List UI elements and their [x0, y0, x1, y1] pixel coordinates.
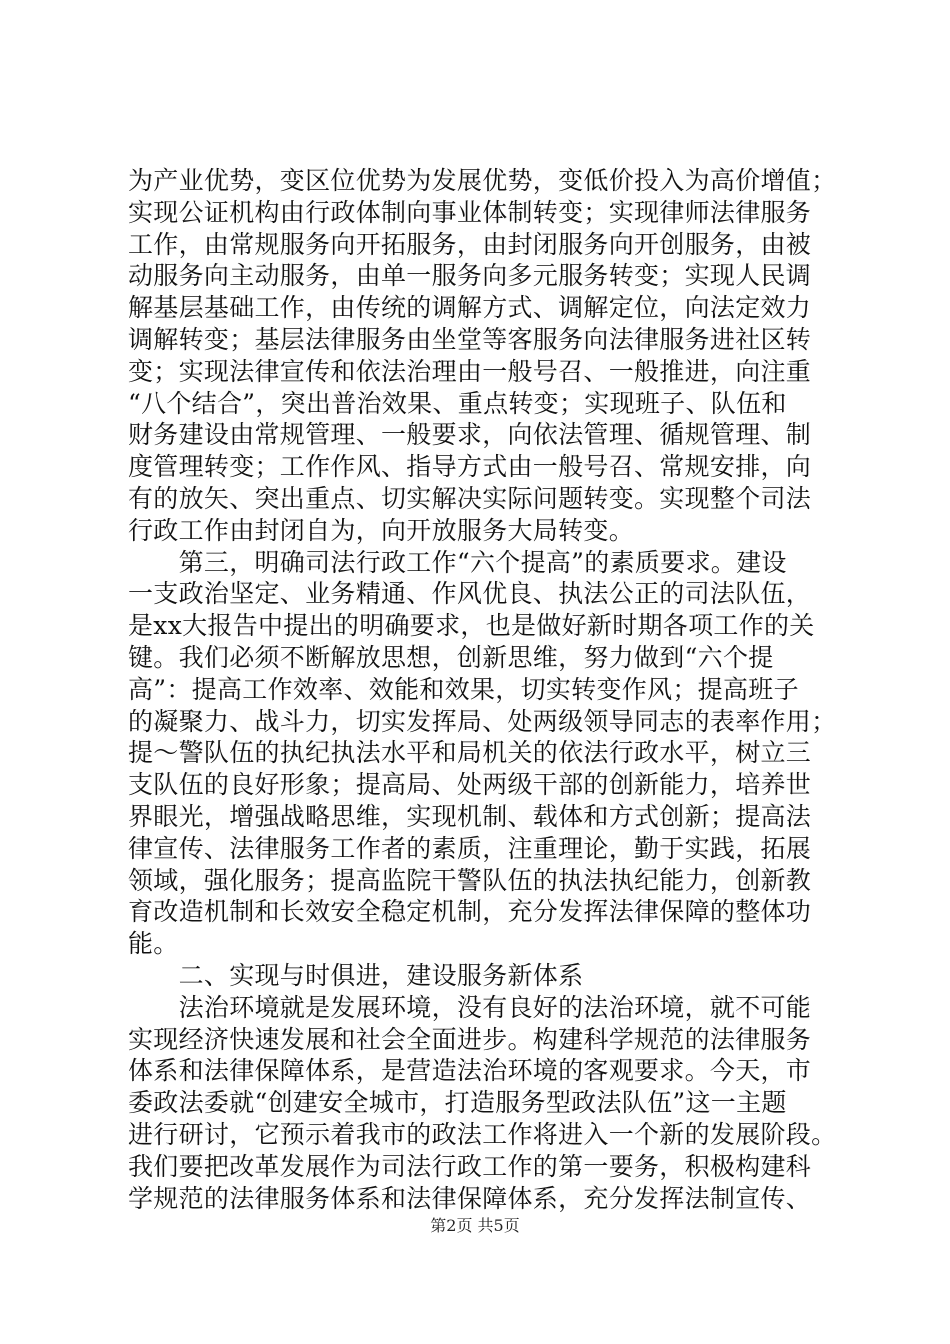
- text-line: 解基层基础工作，由传统的调解方式、调解定位，向法定效力: [128, 293, 812, 323]
- text-line: 二、实现与时俱进，建设服务新体系: [128, 960, 584, 990]
- text-line: 行政工作由封闭自为，向开放服务大局转变。: [128, 515, 635, 545]
- text-line: 为产业优势，变区位优势为发展优势，变低价投入为高价增值；: [128, 166, 837, 195]
- text-line: “八个结合”，突出普治效果、重点转变；实现班子、队伍和: [128, 388, 787, 418]
- text-line: 财务建设由常规管理、一般要求，向依法管理、循规管理、制: [128, 420, 812, 450]
- text-line: 有的放矢、突出重点、切实解决实际问题转变。实现整个司法: [128, 483, 812, 513]
- text-line: 度管理转变；工作作风、指导方式由一般号召、常规安排，向: [128, 452, 812, 482]
- text-line: 的凝聚力、战斗力，切实发挥局、处两级领导同志的表率作用；: [128, 706, 837, 736]
- text-line: 领域，强化服务；提高监院干警队伍的执法执纪能力，创新教: [128, 865, 812, 895]
- text-line: 第三，明确司法行政工作“六个提高”的素质要求。建设: [128, 547, 787, 577]
- text-line: 能。: [128, 929, 179, 959]
- text-line: 体系和法律保障体系，是营造法治环境的客观要求。今天，市: [128, 1056, 812, 1086]
- text-line: 律宣传、法律服务工作者的素质，注重理论，勤于实践，拓展: [128, 833, 812, 863]
- text-line: 委政法委就“创建安全城市，打造服务型政法队伍”这一主题: [128, 1088, 787, 1118]
- text-line: 是xx大报告中提出的明确要求，也是做好新时期各项工作的关: [128, 611, 815, 641]
- text-line: 变；实现法律宣传和依法治理由一般号召、一般推进，向注重: [128, 356, 812, 386]
- text-line: 键。我们必须不断解放思想，创新思维，努力做到“六个提: [128, 642, 774, 672]
- text-line: 界眼光，增强战略思维，实现机制、载体和方式创新；提高法: [128, 801, 812, 831]
- text-line: 法治环境就是发展环境，没有良好的法治环境，就不可能: [128, 992, 812, 1022]
- text-line: 实现公证机构由行政体制向事业体制转变；实现律师法律服务: [128, 197, 812, 227]
- text-line: 学规范的法律服务体系和法律保障体系，充分发挥法制宣传、: [128, 1183, 812, 1213]
- text-line: 动服务向主动服务，由单一服务向多元服务转变；实现人民调: [128, 261, 812, 291]
- page-footer: 第2页 共5页: [430, 1216, 520, 1235]
- text-line: 高”：提高工作效率、效能和效果，切实转变作风；提高班子: [128, 674, 799, 704]
- text-line: 一支政治坚定、业务精通、作风优良、执法公正的司法队伍，: [128, 579, 812, 609]
- text-line: 进行研讨，它预示着我市的政法工作将进入一个新的发展阶段。: [128, 1119, 837, 1149]
- text-line: 支队伍的良好形象；提高局、处两级干部的创新能力，培养世: [128, 770, 812, 800]
- text-line: 提～警队伍的执纪执法水平和局机关的依法行政水平，树立三: [128, 738, 812, 768]
- text-line: 育改造机制和长效安全稳定机制，充分发挥法律保障的整体功: [128, 897, 812, 927]
- text-line: 调解转变；基层法律服务由坐堂等客服务向法律服务进社区转: [128, 324, 812, 354]
- text-line: 实现经济快速发展和社会全面进步。构建科学规范的法律服务: [128, 1024, 812, 1054]
- text-line: 工作，由常规服务向开拓服务，由封闭服务向开创服务，由被: [128, 229, 812, 259]
- document-body: [128, 165, 837, 1214]
- text-line: 我们要把改革发展作为司法行政工作的第一要务，积极构建科: [128, 1151, 812, 1181]
